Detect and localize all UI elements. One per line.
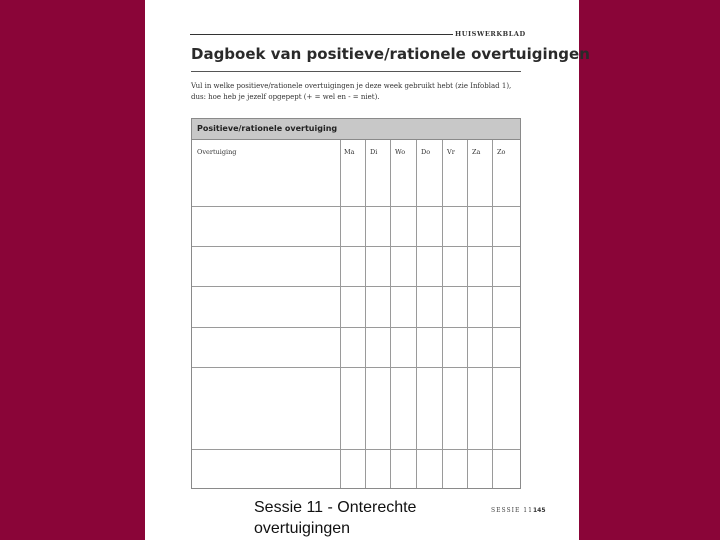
instruction-text: Vul in welke positieve/rationele overtuigingen je deze week gebruikt hebt (zie Infoblad 1), dus: hoe heb je jezelf opgepept (+ = wel en - = niet).	[191, 82, 512, 101]
title-rule	[191, 71, 521, 72]
grid-line	[416, 140, 417, 488]
grid-line	[390, 140, 391, 488]
grid-line	[192, 449, 520, 450]
column-header-ma: Ma	[344, 148, 355, 156]
grid-line	[192, 327, 520, 328]
header-rule	[190, 34, 453, 35]
grid-line	[442, 140, 443, 488]
page-number: 145	[533, 507, 546, 514]
column-header-zo: Zo	[497, 148, 506, 156]
table-header-bar	[192, 119, 520, 140]
grid-line	[192, 367, 520, 368]
page-title: Dagboek van positieve/rationele overtuigingen	[191, 45, 590, 63]
worksheet-page	[145, 0, 590, 540]
diary-table	[191, 118, 521, 489]
grid-line	[365, 140, 366, 488]
table-title: Positieve/rationele overtuiging	[197, 124, 338, 133]
header-label: HUISWERKBLAD	[455, 30, 526, 38]
column-header-di: Di	[370, 148, 378, 156]
grid-line	[192, 206, 520, 207]
grid-line	[340, 140, 341, 488]
column-headers	[192, 140, 520, 160]
column-header-za: Za	[472, 148, 481, 156]
grid-line	[492, 140, 493, 488]
grid-line	[467, 140, 468, 488]
grid-line	[192, 246, 520, 247]
column-header-overtuiging: Overtuiging	[197, 148, 237, 156]
grid-line	[192, 286, 520, 287]
column-header-do: Do	[421, 148, 431, 156]
column-header-vr: Vr	[447, 148, 455, 156]
footer-session: SESSIE 11	[491, 507, 533, 514]
column-header-wo: Wo	[395, 148, 406, 156]
slide-caption: Sessie 11 - Onterechte overtuigingen	[254, 499, 417, 537]
